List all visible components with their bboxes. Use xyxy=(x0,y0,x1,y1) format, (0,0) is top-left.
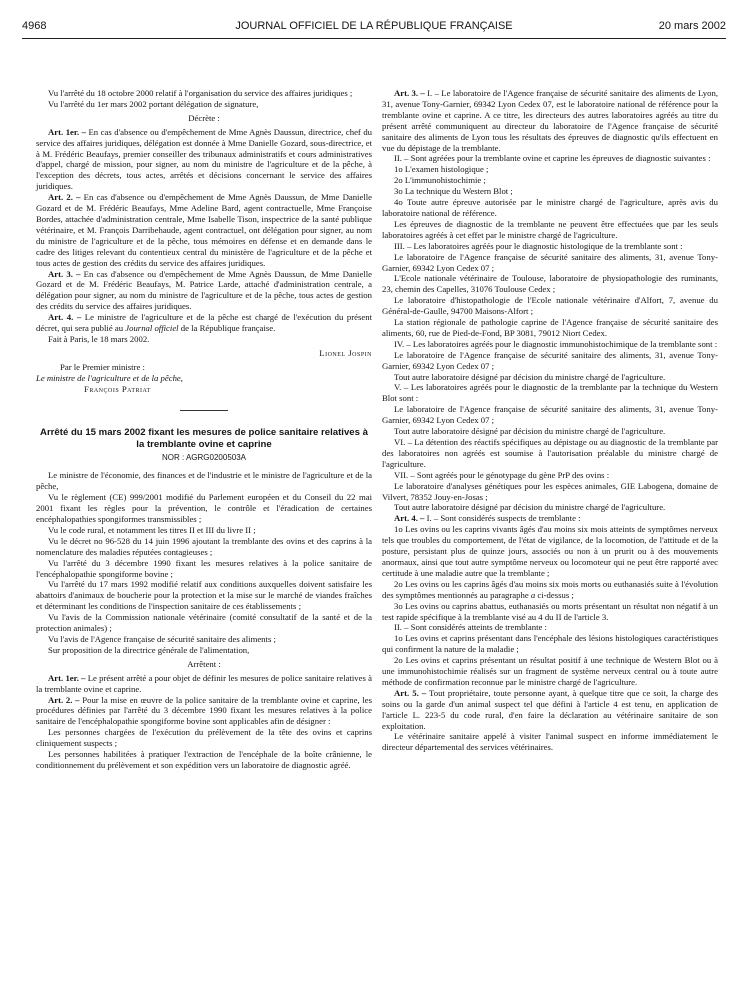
list-item: 1o L'examen histologique ; xyxy=(394,164,489,175)
article-1 xyxy=(36,127,372,192)
article-label: Art. 4. – xyxy=(48,312,82,323)
paragraph: Sur proposition de la directrice générale de l'alimentation, xyxy=(48,644,250,655)
paragraph: Vu l'avis de la Commission nationale vétérinaire (comité consultatif de la santé et de la protection animales) ; xyxy=(36,612,372,634)
article-text: I. – Sont considérés suspects de tremblante : xyxy=(426,513,581,524)
nor-reference: NOR : AGRG0200503A xyxy=(161,453,247,463)
minister-title: Le ministre de l'agriculture et de la pêche, xyxy=(36,372,183,383)
list-item: Tout autre laboratoire désigné par décision du ministre chargé de l'agriculture. xyxy=(394,371,666,382)
decrete-heading: Décrète : xyxy=(188,112,220,123)
article-text: I. – Le laboratoire de l'Agence française de sécurité sanitaire des aliments de Lyon, 31, avenue Tony-Garnier, 69342 Lyon Cedex 07, est le laboratoire national de référence pour la tremblante ovine et caprine. A ce titre, les directeurs des autres laboratoires agréés au titre du présent arrêté communiquent au directeur du laboratoire de l'Agence française de sécurité sanitaire des aliments de Lyon tous les résultats des épreuves de diagnostic qu'ils effectuent en vue du dépistage de la tremblante. xyxy=(382,88,719,153)
list-item: 1o Les ovins ou les caprins vivants âgés d'au moins six mois atteints de symptômes nerveux tels que troubles du comportement, de l'état de vigilance, de la locomotion, de l'attitude et de la posture, persistant plus de quinze jours, associés ou non à un prurit ou à des mouvements anormaux, ainsi que tout autre symptôme nerveux ou locomoteur qui ne peut être rapporté avec certitude à une maladie autre que la tremblante ; xyxy=(382,524,718,578)
list-item: Tout autre laboratoire désigné par décision du ministre chargé de l'agriculture. xyxy=(394,502,666,513)
paragraph: Vu l'arrêté du 1er mars 2002 portant délégation de signature, xyxy=(48,98,259,109)
signatory-name: Lionel Jospin xyxy=(319,347,372,358)
left-column xyxy=(36,88,372,771)
arretent-heading: Arrêtent : xyxy=(187,658,221,669)
list-item: 2o L'immunohistochimie ; xyxy=(394,175,486,186)
list-item: Le laboratoire de l'Agence française de sécurité sanitaire des aliments, 31, avenue Tony-Garnier, 69342 Lyon Cedex 07 ; xyxy=(382,251,718,273)
paragraph: III. – Les laboratoires agréés pour le diagnostic histologique de la tremblante sont : xyxy=(394,240,683,251)
list-item: Le laboratoire de l'Agence française de sécurité sanitaire des aliments, 31, avenue Tony-Garnier, 69342 Lyon Cedex 07 ; xyxy=(382,404,718,426)
list-item: 4o Toute autre épreuve autorisée par le ministre chargé de l'agriculture, après avis du laboratoire national de référence. xyxy=(382,197,718,218)
par-le-premier-ministre: Par le Premier ministre : xyxy=(60,361,145,372)
article-text: Tout propriétaire, toute personne ayant, à quelque titre que ce soit, la charge des soins ou la garde d'un animal suspect tel que défini à l'article 4 est tenu, en application de l'article L. 223-5 du code rural, d'en faire la déclaration au vétérinaire sanitaire de son exploitation. xyxy=(382,687,719,731)
list-item-text: ci-dessus ; xyxy=(535,589,574,600)
journal-title: JOURNAL OFFICIEL DE LA RÉPUBLIQUE FRANÇAISE xyxy=(235,20,513,32)
paragraph: Le vétérinaire sanitaire appelé à visiter l'animal suspect en informe immédiatement le directeur départemental des services vétérinaires. xyxy=(382,731,718,753)
right-column xyxy=(382,88,718,753)
decree-article-4 xyxy=(382,513,718,524)
article-label: Art. 4. – xyxy=(394,513,425,524)
article-label: Art. 2. – xyxy=(48,192,81,203)
paragraph-letter: a xyxy=(530,589,536,600)
paragraph: Vu le règlement (CE) 999/2001 modifié du Parlement européen et du Conseil du 22 mai 2001 fixant les règles pour la prévention, le contrôle et l'éradication de certaines encéphalopathies spongiformes transmissibles ; xyxy=(36,492,372,524)
article-text: de la République française. xyxy=(178,323,276,334)
paragraph: Vu l'arrêté du 3 décembre 1990 fixant les mesures relatives à la police sanitaire de l'encéphalopathie spongiforme bovine ; xyxy=(36,557,372,579)
paragraph: VII. – Sont agréés pour le génotypage du gène PrP des ovins : xyxy=(394,469,610,480)
list-item: 3o La technique du Western Blot ; xyxy=(394,186,513,197)
article-label: Art. 2. – xyxy=(48,694,80,705)
signature-block xyxy=(36,362,372,395)
list-item: La station régionale de pathologie caprine de l'Agence française de sécurité sanitaire des aliments, 60, rue de Pied-de-Fond, BP 3081, 79012 Niort Cedex. xyxy=(382,317,718,338)
list-item: L'Ecole nationale vétérinaire de Toulouse, laboratoire de physiopathologie des ruminants, 23, chemin des Capelles, 31076 Toulouse Cedex ; xyxy=(382,273,718,295)
paragraph: Vu le code rural, et notamment les titres II et III du livre II ; xyxy=(48,524,256,535)
paragraph: Les personnes chargées de l'exécution du prélèvement de la tête des ovins et caprins cliniquement suspects ; xyxy=(36,727,372,749)
article-label: Art. 3. – xyxy=(48,268,81,279)
paragraph: Vu l'avis de l'Agence française de sécurité sanitaire des aliments ; xyxy=(48,633,276,644)
decree-article-2 xyxy=(36,695,372,728)
page-number: 4968 xyxy=(22,20,47,32)
paragraph: Vu l'arrêté du 18 octobre 2000 relatif à l'organisation du service des affaires juridiques ; xyxy=(48,88,353,98)
list-item xyxy=(382,579,718,601)
article-text: Pour la mise en œuvre de la police sanitaire de la tremblante ovine et caprine, les procédures définies par l'arrêté du 3 décembre 1990 fixant les mesures relatives à la police sanitaire de l'encéphalopathie spongiforme bovine sont applicables afin de désigner : xyxy=(36,694,373,727)
article-label: Art. 1er. – xyxy=(48,672,86,683)
article-text: En cas d'absence ou d'empêchement de Mme Agnès Daussun, de Mme Danielle Gozard et de M. Frédéric Beaufays, Mme Adeline Bard, agent contractuelle, Mme Françoise Bordes, attachée d'administration centrale, Mme Isabelle Tison, inspectrice de la santé publique vétérinaire, et M. François Darribehaude, agent contractuel, ont délégation pour signer, au nom du ministre de l'agriculture et de la pêche, tous mémoires en défense et en demande dans le cadre des litiges relevant du contentieux central du ministère de l'agriculture et de la pêche et tous actes de gestion des crédits du service des affaires juridiques. xyxy=(36,192,373,268)
article-label: Art. 1er. – xyxy=(48,126,86,137)
list-item: Tout autre laboratoire désigné par décision du ministre chargé de l'agriculture. xyxy=(394,426,666,437)
article-text: En cas d'absence ou d'empêchement de Mme Agnès Daussun, de Mme Danielle Gozard et de M. Frédéric Beaufays, M. Patrice Larde, attaché d'administration centrale, a délégation pour signer, au nom du ministre de l'agriculture et de la pêche, tous actes de gestion des crédits du service des affaires juridiques. xyxy=(36,268,373,312)
paragraph: Les épreuves de diagnostic de la tremblante ne peuvent être effectuées que par les seuls laboratoires agréés à cet effet par le ministre chargé de l'agriculture. xyxy=(382,218,718,240)
paragraph: Vu le décret no 96-528 du 14 juin 1996 ajoutant la tremblante des ovins et des caprins à la nomenclature des maladies réputées contagieuses ; xyxy=(36,535,372,557)
decree-article-3 xyxy=(382,88,718,153)
article-label: Art. 3. – xyxy=(394,88,425,98)
page-header xyxy=(22,18,726,39)
article-4 xyxy=(36,312,372,334)
paragraph: VI. – La détention des réactifs spécifiques au dépistage ou au diagnostic de la tremblante par des laboratoires non agréés est soumise à l'autorisation préalable du ministre chargé de l'agriculture. xyxy=(382,437,718,469)
issue-date: 20 mars 2002 xyxy=(658,20,726,32)
paragraph: Vu l'arrêté du 17 mars 1992 modifié relatif aux conditions auxquelles doivent satisfaire les abattoirs d'animaux de boucherie pour la protection et la mise sur le marché de viandes fraîches et déterminant les conditions de l'inspection sanitaire de ces établissements ; xyxy=(36,579,372,612)
article-label: Art. 5. – xyxy=(394,687,427,698)
decree-article-1 xyxy=(36,673,372,695)
list-item: Le laboratoire d'analyses génétiques pour les espèces animales, GIE Labogena, domaine de Vilvert, 78352 Jouy-en-Josas ; xyxy=(382,480,718,502)
article-3 xyxy=(36,269,372,313)
paragraph: II. – Sont agréées pour la tremblante ovine et caprine les épreuves de diagnostic suivantes : xyxy=(394,153,711,164)
paragraph: IV. – Les laboratoires agréés pour le diagnostic immunohistochimique de la tremblante sont : xyxy=(394,338,718,349)
article-text: Le présent arrêté a pour objet de définir les mesures de police sanitaire relatives à la tremblante ovine et caprine. xyxy=(36,672,372,694)
paragraph: Le ministre de l'économie, des finances et de l'industrie et le ministre de l'agriculture et de la pêche, xyxy=(36,470,372,492)
list-item: 1o Les ovins et caprins présentant dans l'encéphale des lésions histologiques caractéristiques qui confirment la nature de la maladie ; xyxy=(382,633,718,655)
fait-a-paris: Fait à Paris, le 18 mars 2002. xyxy=(48,333,150,344)
list-item: 2o Les ovins et caprins présentant un résultat positif à une technique de Western Blot ou à une immunohistochimie réalisés sur un fragment de système nerveux central ou à toute autre méthode de confirmation reconnue par le ministre chargé de l'agriculture. xyxy=(382,655,718,687)
paragraph: V. – Les laboratoires agréés pour le diagnostic de la tremblante par la technique du Western Blot sont : xyxy=(382,382,718,404)
list-item: Le laboratoire de l'Agence française de sécurité sanitaire des aliments, 31, avenue Tony-Garnier, 69342 Lyon Cedex 07 ; xyxy=(382,349,718,371)
list-item: Le laboratoire d'histopathologie de l'Ecole nationale vétérinaire d'Alfort, 7, avenue du Général-de-Gaulle, 94700 Maisons-Alfort ; xyxy=(382,295,718,317)
paragraph: Les personnes habilitées à pratiquer l'extraction de l'encéphale de la boîte crânienne, le conditionnement du prélèvement et son expédition vers un laboratoire de diagnostic agréé. xyxy=(36,749,372,770)
decree-article-5 xyxy=(382,688,718,732)
article-text: Le ministre de l'agriculture et de la pêche est chargé de l'exécution du présent décret, qui sera publié au xyxy=(36,312,372,334)
list-item-text: 2o Les ovins ou les caprins âgés d'au moins six mois morts ou euthanasiés suite à l'évolution des symptômes mentionnés au paragraphe xyxy=(382,578,718,600)
minister-name: François Patriat xyxy=(84,383,151,394)
paragraph: II. – Sont considérés atteints de tremblante : xyxy=(394,622,547,633)
decree-title: Arrêté du 15 mars 2002 fixant les mesures de police sanitaire relatives à la tremblante ovine et caprine xyxy=(40,427,368,451)
journal-officiel-italic: Journal officiel xyxy=(125,323,179,334)
list-item: 3o Les ovins ou caprins abattus, euthanasiés ou morts présentant un résultat non négatif à un test rapide spécifique à la tremblante visé au 4 du II de l'article 3. xyxy=(382,600,718,622)
separator-line xyxy=(180,410,228,411)
article-text: En cas d'absence ou d'empêchement de Mme Agnès Daussun, directrice, chef du service des affaires juridiques, délégation est donnée à Mme Danielle Gozard, sous-directrice, et à M. Frédéric Beaufays, premier conseiller des tribunaux administratifs et cours administratives d'appel, chargé de mission, pour signer, au nom du ministre de l'agriculture et de la pêche, à l'exception des décrets, tous actes, arrêtés et décisions concernant le service des affaires juridiques. xyxy=(36,126,373,192)
article-2 xyxy=(36,192,372,268)
